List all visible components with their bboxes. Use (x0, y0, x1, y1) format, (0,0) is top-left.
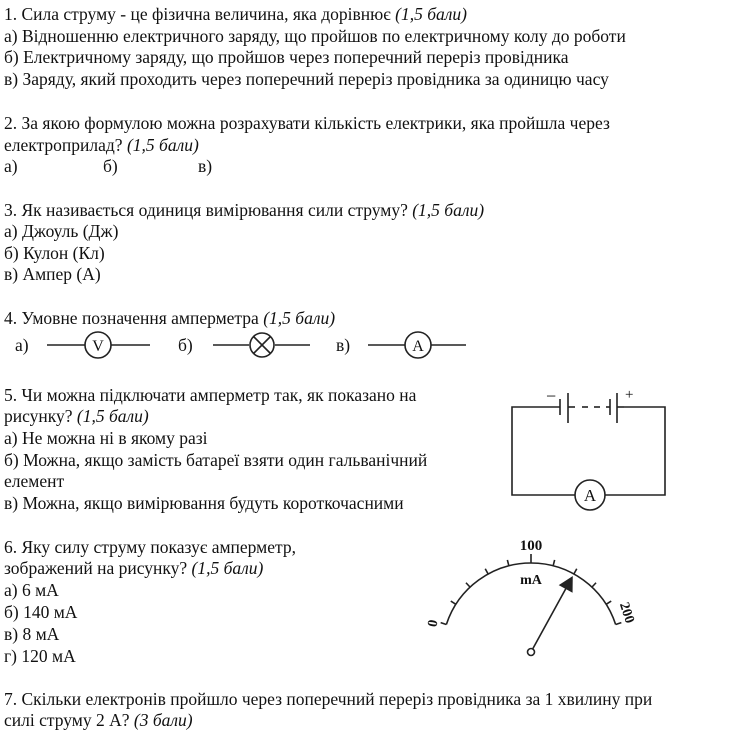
q3-option-b: б) Кулон (Кл) (4, 243, 105, 263)
battery-plus: + (625, 387, 634, 403)
ammeter-letter: A (412, 338, 424, 355)
q5-option-b: б) Можна, якщо замість батареї взяти один гальванічний (4, 450, 428, 470)
gauge-pivot (528, 649, 535, 656)
q5-option-a: а) Не можна ні в якому разі (4, 428, 208, 448)
q4-option-b-label: б) (178, 335, 193, 355)
q3-option-c: в) Ампер (А) (4, 264, 101, 284)
q4-question: 4. Умовне позначення амперметра (1,5 бали) (4, 308, 336, 328)
gauge-tick (592, 583, 596, 587)
ammeter-gauge (441, 554, 622, 656)
q4-option-a-label: а) (15, 335, 29, 355)
q7-question-cont: силі струму 2 А? (3 бали) (4, 710, 193, 730)
gauge-label-0: 0 (425, 618, 442, 629)
gauge-label-100: 100 (519, 538, 543, 554)
q1-option-a: а) Відношенню електричного заряду, що пройшов по електричному колу до роботи (4, 26, 626, 46)
q4-option-c-label: в) (336, 335, 351, 355)
q5-option-c: в) Можна, якщо вимірювання будуть короткочасними (4, 493, 404, 513)
q1-question: 1. Сила струму - це фізична величина, яка дорівнює (1,5 бали) (4, 4, 467, 24)
gauge-tick (466, 583, 470, 587)
gauge-tick (441, 623, 447, 625)
q2-option-b: б) (103, 156, 118, 176)
gauge-tick (574, 569, 577, 574)
gauge-tick (553, 560, 554, 566)
q2-option-c: в) (198, 156, 213, 176)
q2-question-cont: електроприлад? (1,5 бали) (4, 135, 199, 155)
gauge-tick (606, 601, 611, 604)
q6-option-b: б) 140 мА (4, 602, 78, 622)
q6-option-d: г) 120 мА (4, 646, 76, 666)
q1-option-b: б) Електричному заряду, що пройшов через поперечний переріз провідника (4, 47, 569, 67)
q2-option-a: а) (4, 156, 18, 176)
gauge-tick (616, 623, 622, 625)
q3-option-a: а) Джоуль (Дж) (4, 221, 119, 241)
gauge-unit: mA (520, 573, 542, 588)
q6-option-a: а) 6 мА (4, 580, 59, 600)
gauge-tick (507, 560, 508, 566)
q3-question: 3. Як називається одиниця вимірювання сили струму? (1,5 бали) (4, 200, 485, 220)
q1-option-c: в) Заряду, який проходить через поперечний переріз провідника за одиницю часу (4, 69, 609, 89)
q5-question-cont: рисунку? (1,5 бали) (4, 406, 149, 426)
gauge-tick (485, 569, 488, 574)
battery-minus: − (546, 386, 557, 406)
q7-question: 7. Скільки електронів пройшло через поперечний переріз провідника за 1 хвилину при (4, 689, 653, 709)
circuit-ammeter-letter: A (583, 486, 597, 505)
lamp-symbol (213, 333, 310, 357)
q5-question: 5. Чи можна підключати амперметр так, як показано на (4, 385, 417, 405)
q6-option-c: в) 8 мА (4, 624, 60, 644)
q6-question: 6. Яку силу струму показує амперметр, (4, 537, 296, 557)
gauge-label-200: 200 (615, 600, 637, 626)
gauge-tick (451, 601, 456, 604)
q6-question-cont: зображений на рисунку? (1,5 бали) (4, 558, 264, 578)
q2-question: 2. За якою формулою можна розрахувати кількість електрики, яка пройшла через (4, 113, 610, 133)
voltmeter-letter: V (92, 338, 104, 355)
q5-option-b-cont: елемент (4, 471, 65, 491)
